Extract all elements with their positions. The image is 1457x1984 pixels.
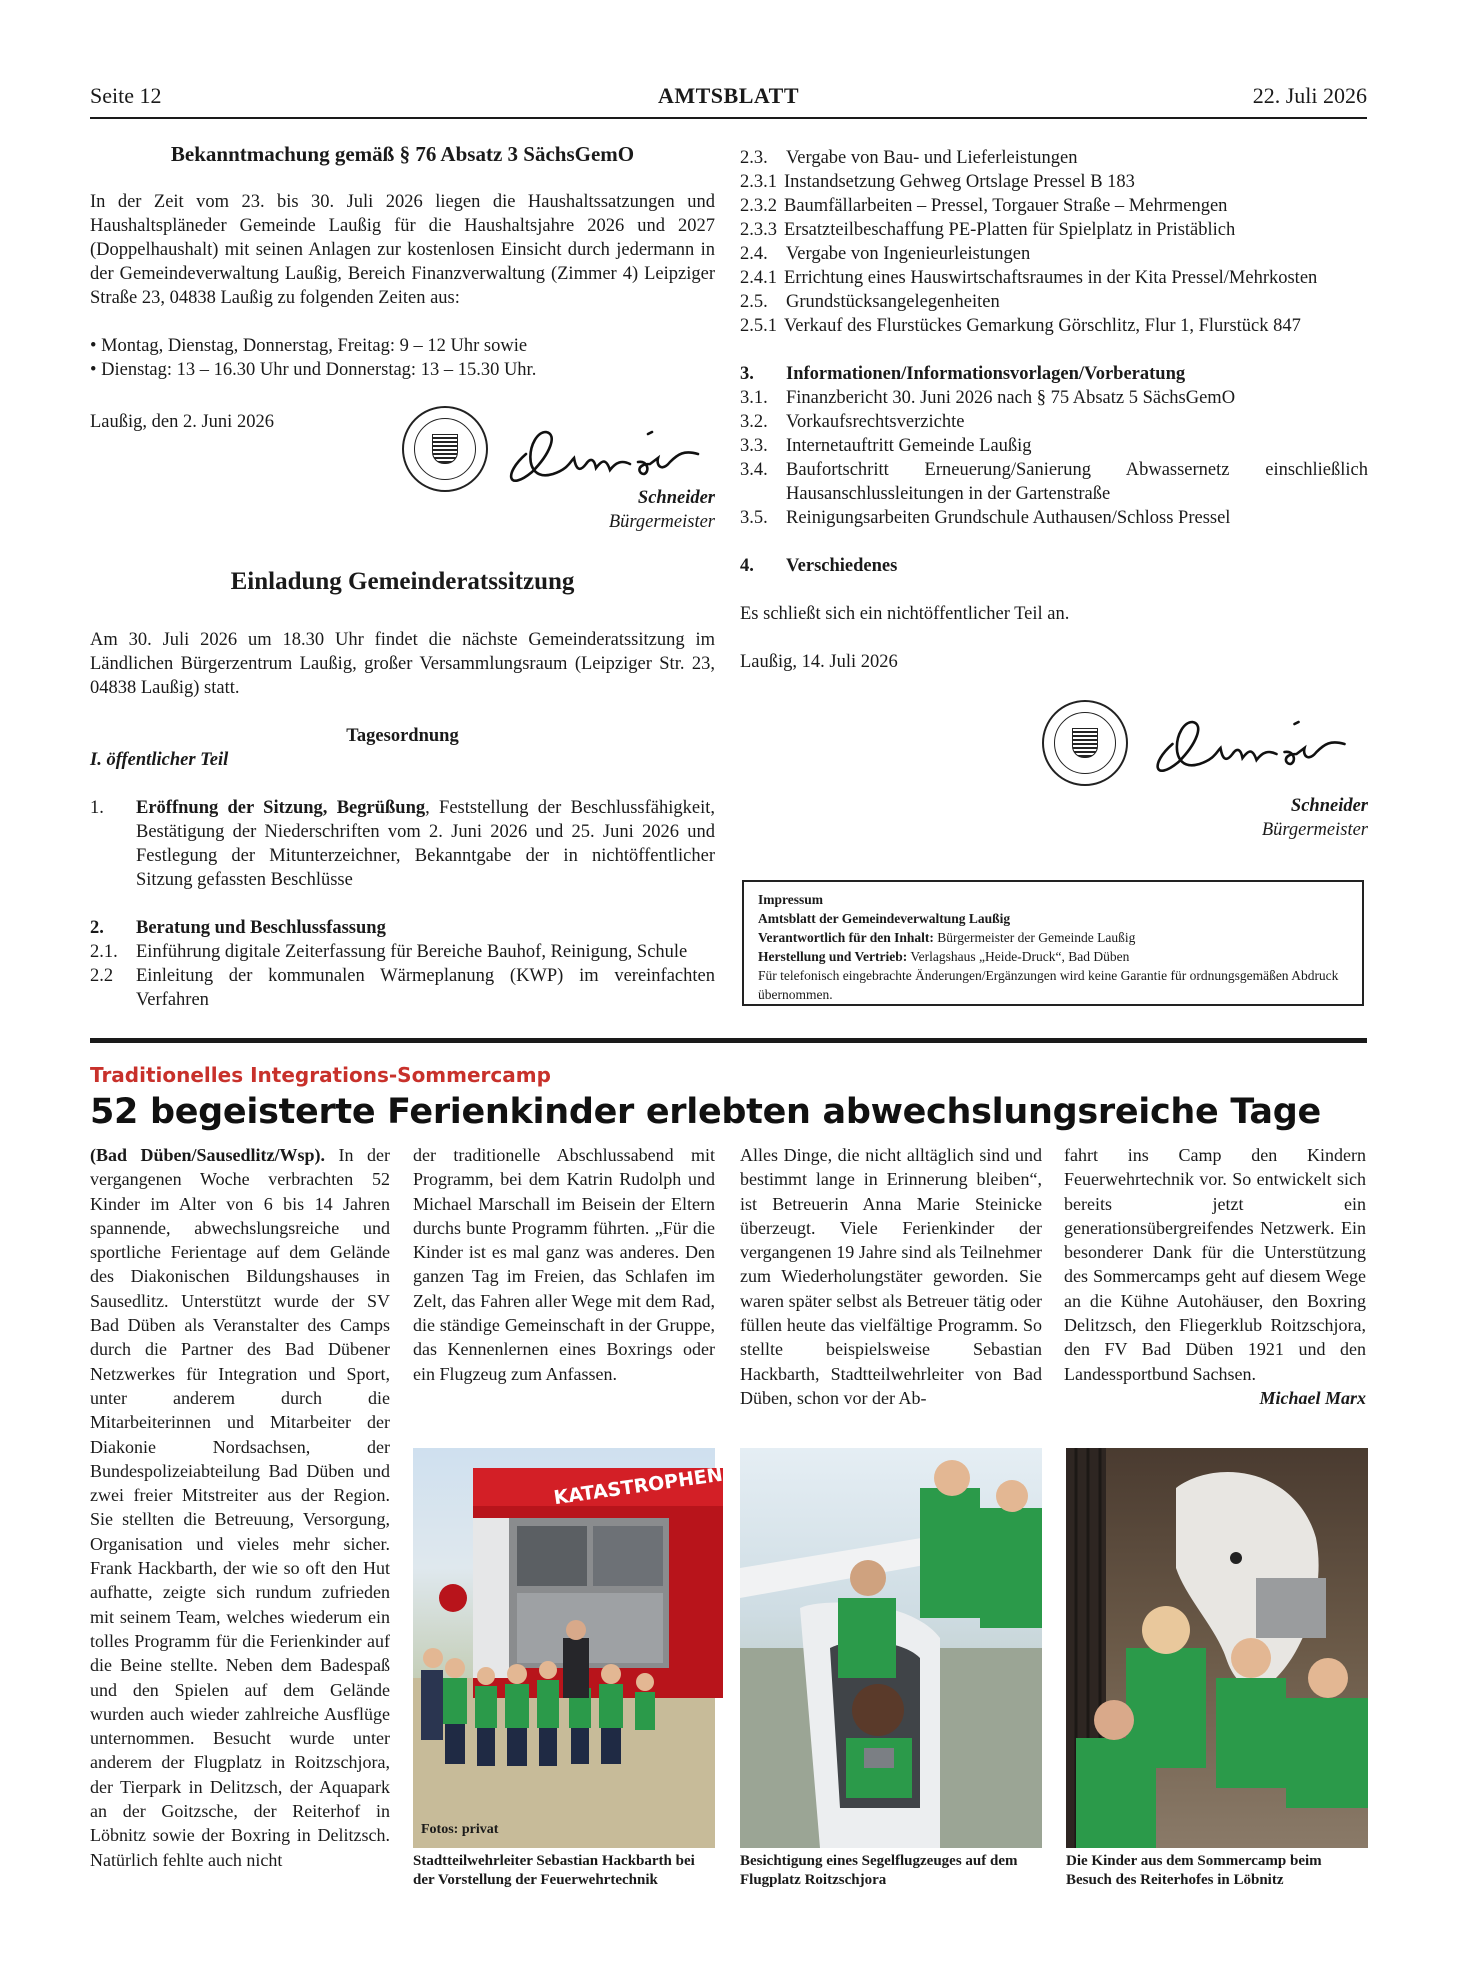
agenda-item-1: 1. Eröffnung der Sitzung, Begrüßung, Feststellung der Beschlussfähigkeit, Bestätigung der Niederschriften vom 2. Juni 2026 und 25. Juni 2026 und Festlegung der Mitunterzeichner, Bekanntgabe der in nichtöffentlicher Sitzung gefassten Beschlüsse (90, 798, 715, 890)
section-divider (90, 1038, 1367, 1043)
article-column-4: fahrt ins Camp den Kindern Feuerwehrtechnik vor. So entwickelt sich bereits jetzt ein generationsübergreifendes Netzwerk. Ein besonderer Dank für die Unterstützung des Sommercamps geht auf diesem Wege an die Kühne Autohäuser, den Boxring Delitzsch, den Fliegerklub Roitzschjora, den FV Bad Düben 1921 und den Landessportbund Sachsen. Michael Marx (1064, 1143, 1366, 1410)
announcement-bullet-2: • Dienstag: 13 – 16.30 Uhr und Donnerstag: 13 – 15.30 Uhr. (90, 360, 537, 380)
article-column-1: (Bad Düben/Sausedlitz/Wsp). In der vergangenen Woche verbrachten 52 Kinder im Alter von 6 bis 14 Jahren spannende, abwechslungsreiche und sportliche Ferientage auf dem Gelände des Diakonischen Bildungshauses in Sausedlitz. Unterstützt wurde der SV Bad Düben als Veranstalter des Camps durch die Partner des Bad Dübener Netzwerkes für Integration und Sport, unter anderem durch die Mitarbeiterinnen und Mitarbeiter der Diakonie Nordsachsen, der Bundespolizeiabteilung Bad Düben und zwei freier Mitstreiter aus der Region. Sie stellten die Betreuung, Versorgung, Organisation und vieles mehr sicher. Frank Hackbarth, der wie so oft den Hut aufhatte, zeigte sich rundum zufrieden mit seinem Team, welches wiederum ein tolles Programm für die Ferienkinder auf die Beine stellte. Neben dem Badespaß und den Spielen auf dem Gelände wurden auch wieder zahlreiche Ausflüge unternommen. Besucht wurde unter anderem der Flugplatz in Roitzschjora, der Tierpark in Delitzsch, der Aquapark an der Goitzsche, der Reiterhof in Löbnitz sowie der Boxring in Delitzsch. Natürlich fehlte auch nicht (90, 1145, 390, 1870)
agenda-item-2-3-1: 2.3.1 Instandsetzung Gehweg Ortslage Pressel B 183 (740, 172, 1135, 192)
agenda-item-2-3: 2.3. Vergabe von Bau- und Lieferleistungen (740, 148, 1078, 168)
article-column-3: Alles Dinge, die nicht alltäglich sind und bestimmt lange in Erinnerung bleiben“, ist Betreuerin Anna Marie Steinicke überzeugt. Viele Ferienkinder der vergangenen 19 Jahre sind als Teilnehmer zum Wiederholungstäter geworden. Sie waren später selbst als Betreuer tätig oder füllen heute das vielfältige Programm. So stellte beispielsweise Sebastian Hackbarth, Stadtteilwehrleiter von Bad Düben, schon vor der Ab- (740, 1145, 1042, 1408)
header-rule (90, 117, 1367, 119)
left-column (90, 140, 715, 1012)
agenda-item-2-5-1: 2.5.1 Verkauf des Flurstückes Gemarkung Görschlitz, Flur 1, Flurstück 847 (740, 316, 1301, 336)
caption-horse-stable: Die Kinder aus dem Sommercamp beim Besuch des Reiterhofes in Löbnitz (1066, 1853, 1322, 1888)
coat-of-arms-icon (1072, 728, 1098, 758)
announcement-place-date: Laußig, den 2. Juni 2026 (90, 412, 274, 432)
svg-text:KATASTROPHENS: KATASTROPHENS (552, 1461, 738, 1510)
issue-date: 22. Juli 2026 (1252, 83, 1367, 108)
page-header (90, 84, 1367, 114)
official-seal-2 (1042, 700, 1128, 786)
coat-of-arms-icon (432, 434, 458, 464)
agenda-item-3-4: 3.4. Baufortschritt Erneuerung/Sanierung Abwassernetz einschließlich Hausanschlussleitungen in der Gartenstraße (740, 460, 1368, 504)
agenda-item-2-3-2: 2.3.2 Baumfällarbeiten – Pressel, Torgauer Straße – Mehrmengen (740, 196, 1228, 216)
photo-horse-stable (1066, 1448, 1368, 1848)
impressum-title: Impressum (758, 892, 824, 907)
photo-glider (740, 1448, 1042, 1848)
agenda-item-2-3-3: 2.3.3 Ersatzteilbeschaffung PE-Platten für Spielplatz in Pristäblich (740, 220, 1236, 240)
invitation-title: Einladung Gemeinderatssitzung (230, 568, 575, 595)
invitation-closing: Es schließt sich ein nichtöffentlicher Teil an. (740, 604, 1070, 624)
photo-fire-truck (413, 1448, 738, 1848)
agenda-item-3-3: 3.3. Internetauftritt Gemeinde Laußig (740, 436, 1032, 456)
impressum-production: Herstellung und Vertrieb: Verlagshaus „Heide-Druck“, Bad Düben (758, 949, 1130, 964)
signature-2 (1142, 704, 1357, 784)
page-number: Seite 12 (90, 83, 162, 108)
impressum-box (742, 880, 1364, 1006)
agenda-item-3: 3. Informationen/Informationsvorlagen/Vorberatung (740, 364, 1186, 384)
article-column-2: der traditionelle Abschlussabend mit Programm, bei dem Katrin Rudolph und Michael Marschall im Beisein der Eltern durchs bunte Programm führten. „Für die Kinder ist es mal ganz was anderes. Den ganzen Tag im Freien, das Schlafen im Zelt, das Fahren aller Wege mit dem Rad, die ständige Gemeinschaft in der Gruppe, das Kennenlernen eines Boxrings oder ein Flugzeug zum Anfassen. (413, 1145, 715, 1384)
impressum-note: Für telefonisch eingebrachte Änderungen/Ergänzungen wird keine Garantie für ordnungsgemäßen Abdruck übernommen. (758, 968, 1339, 1002)
agenda-title: Tagesordnung (346, 726, 459, 746)
impressum-line1: Amtsblatt der Gemeindeverwaltung Laußig (758, 911, 1011, 926)
agenda-item-2-4: 2.4. Vergabe von Ingenieurleistungen (740, 244, 1031, 264)
article-headline: 52 begeisterte Ferienkinder erlebten abwechslungsreiche Tage (90, 1092, 1321, 1132)
article-author: Michael Marx (1259, 1387, 1366, 1408)
agenda-item-2-4-1: 2.4.1 Errichtung eines Hauswirtschaftsraumes in der Kita Pressel/Mehrkosten (740, 268, 1318, 288)
public-part-label: I. öffentlicher Teil (90, 750, 229, 770)
invitation-place-date: Laußig, 14. Juli 2026 (740, 652, 898, 672)
announcement-bullet-1: • Montag, Dienstag, Donnerstag, Freitag: 9 – 12 Uhr sowie (90, 336, 528, 356)
agenda-item-2-2: 2.2 Einleitung der kommunalen Wärmeplanung (KWP) im vereinfachten Verfahren (90, 966, 715, 1010)
invitation-signer-role: Bürgermeister (1261, 820, 1368, 840)
agenda-item-2: 2. Beratung und Beschlussfassung (90, 918, 386, 938)
agenda-item-2-5: 2.5. Grundstücksangelegenheiten (740, 292, 1000, 312)
official-seal-1 (402, 406, 488, 492)
announcement-signer-role: Bürgermeister (608, 512, 715, 532)
agenda-item-3-5: 3.5. Reinigungsarbeiten Grundschule Authausen/Schloss Pressel (740, 508, 1231, 528)
agenda-item-2-1: 2.1. Einführung digitale Zeiterfassung für Bereiche Bauhof, Reinigung, Schule (90, 942, 688, 962)
announcement-title: Bekanntmachung gemäß § 76 Absatz 3 SächsGemO (170, 142, 635, 166)
photo-credit: Fotos: privat (421, 1822, 499, 1837)
caption-glider: Besichtigung eines Segelflugzeuges auf dem Flugplatz Roitzschjora (740, 1853, 1018, 1888)
agenda-item-4: 4. Verschiedenes (740, 556, 898, 576)
agenda-item-3-1: 3.1. Finanzbericht 30. Juni 2026 nach § 75 Absatz 5 SächsGemO (740, 388, 1236, 408)
caption-fire-truck: Stadtteilwehrleiter Sebastian Hackbarth bei der Vorstellung der Feuerwehrtechnik (413, 1853, 695, 1888)
article-dateline: (Bad Düben/Sausedlitz/Wsp). (90, 1145, 326, 1165)
right-column (740, 146, 1368, 844)
publication-title: AMTSBLATT (657, 83, 799, 108)
invitation-signer: Schneider (1290, 796, 1368, 816)
invitation-body: Am 30. Juli 2026 um 18.30 Uhr findet die nächste Gemeinderatssitzung im Ländlichen Bürgerzentrum Laußig, großer Versammlungsraum (Leipziger Str. 23, 04838 Laußig) statt. (90, 630, 715, 698)
article-kicker: Traditionelles Integrations-Sommercamp (90, 1063, 551, 1087)
announcement-signer: Schneider (637, 488, 715, 508)
impressum-responsible: Verantwortlich für den Inhalt: Bürgermeister der Gemeinde Laußig (758, 930, 1136, 945)
announcement-body: In der Zeit vom 23. bis 30. Juli 2026 liegen die Haushaltssatzungen und Haushaltspläneder Gemeinde Laußig für die Haushaltsjahre 2026 und 2027 (Doppelhaushalt) mit seinen Anlagen zur kostenlosen Einsicht durch jedermann in der Gemeindeverwaltung Laußig, Bereich Finanzverwaltung (Zimmer 4) Leipziger Straße 23, 04838 Laußig zu folgenden Zeiten aus: (90, 192, 715, 308)
agenda-item-3-2: 3.2. Vorkaufsrechtsverzichte (740, 412, 965, 432)
signature-1 (498, 414, 708, 494)
